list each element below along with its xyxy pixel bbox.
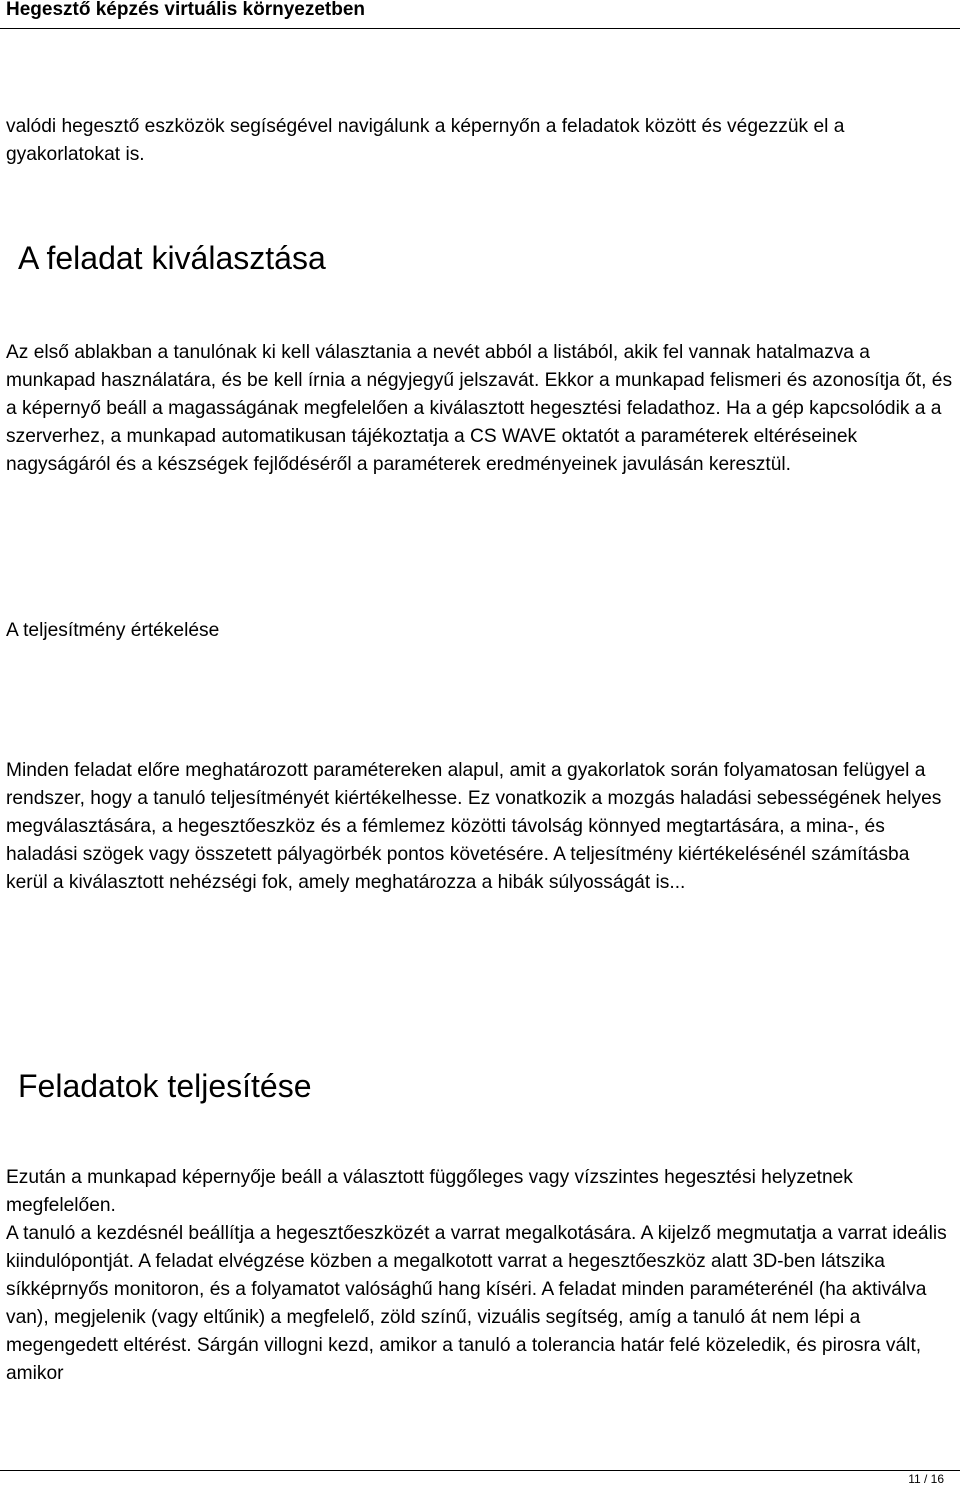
paragraph-feladat: Az első ablakban a tanulónak ki kell választania a nevét abból a listából, akik fel vannak hatalmazva a munkapad használatára, és be kell írnia a négyjegyű jelszavát. Ekkor a munkapad felismeri és azonosítja őt, és a képernyő beáll a magasságának megfelelően a kiválasztott hegesztési feladathoz. Ha a gép kapcsolódik a a szerverhez, a munkapad automatikusan tájékoztatja a CS WAVE oktatót a paraméterek eltéréseinek nagyságáról és a készségek fejlődéséről a paraméterek eredményeinek javulásán keresztül. bbox=[6, 342, 953, 475]
section-heading-feladat: A feladat kiválasztása bbox=[18, 240, 326, 276]
page-footer bbox=[0, 1466, 960, 1487]
page-header bbox=[0, 0, 960, 40]
header-divider bbox=[0, 28, 960, 29]
intro-paragraph: valódi hegesztő eszközök segíségével navigálunk a képernyőn a feladatok között és végezzük el a gyakorlatokat is. bbox=[6, 116, 845, 165]
subheading-teljesitmeny: A teljesítmény értékelése bbox=[6, 620, 220, 641]
paragraph-teljesites-2: A tanuló a kezdésnél beállítja a hegesztőeszközét a varrat megalkotására. A kijelző megmutatja a varrat ideális kiindulópontját. A feladat elvégzése közben a megalkotott varrat a hegesztőeszköz alatt 3D-ben látszika síkképrnyős monitoron, és a folyamatot valósághű hang kíséri. A feladat minden paraméterénél (ha aktiválva van), megjelenik (vagy eltűnik) a megfelelő, zöld színű, vizuális segítség, amíg a tanuló át nem lépi a megengedett eltérést. Sárgán villogni kezd, amikor a tanuló a tolerancia határ felé közeledik, és pirosra vált, amikor bbox=[6, 1223, 947, 1384]
section-heading-teljesites: Feladatok teljesítése bbox=[18, 1068, 312, 1104]
document-title: Hegesztő képzés virtuális környezetben bbox=[6, 0, 366, 20]
footer-divider bbox=[0, 1470, 960, 1471]
paragraph-teljesites-1: Ezután a munkapad képernyője beáll a választott függőleges vagy vízszintes hegesztési helyzetnek megfelelően. bbox=[6, 1167, 853, 1216]
paragraph-teljesitmeny: Minden feladat előre meghatározott paramétereken alapul, amit a gyakorlatok során folyamatosan felügyel a rendszer, hogy a tanuló teljesítményét kiértékelhesse. Ez vonatkozik a mozgás haladási sebességének helyes megválasztására, a hegesztőeszköz és a fémlemez közötti távolság könnyed megtartására, a mina-, és haladási szögek vagy összetett pályagörbék pontos követésére. A teljesítmény kiértékelésénél számításba kerül a kiválasztott nehézségi fok, amely meghatározza a hibák súlyosságát is... bbox=[6, 760, 942, 893]
page-number: 11 / 16 bbox=[908, 1472, 944, 1486]
